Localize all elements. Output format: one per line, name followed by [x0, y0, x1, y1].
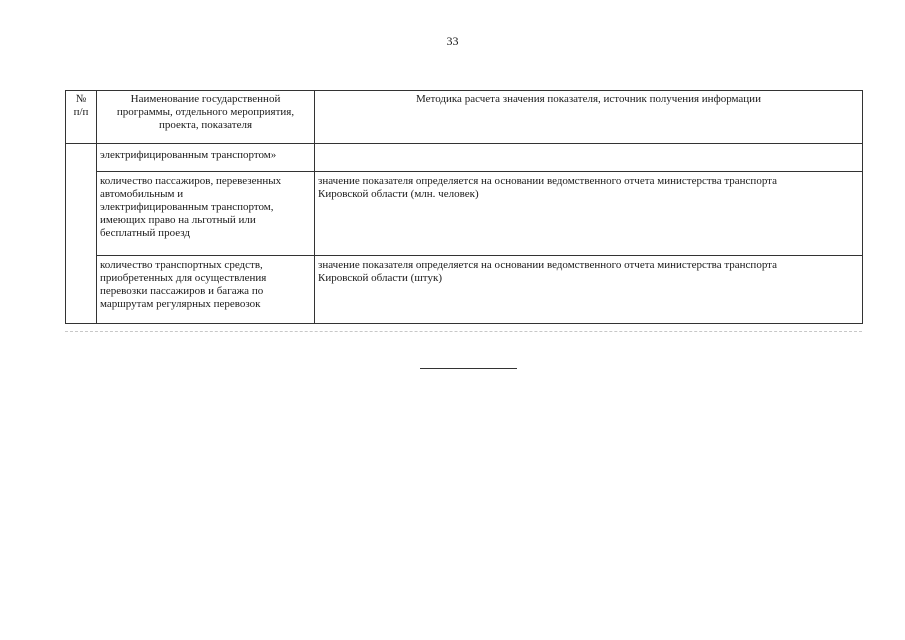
row-name-cell	[97, 144, 315, 172]
table-row	[66, 144, 863, 172]
row-method-line: значение показателя определяется на основании ведомственного отчета министерства транспорта	[318, 175, 777, 187]
row-name-line: количество транспортных средств,	[100, 259, 263, 271]
row-name-line: бесплатный проезд	[100, 227, 190, 239]
scan-artifact-line	[65, 331, 862, 332]
row-name-line: автомобильным и	[100, 188, 184, 200]
page-number: 33	[446, 34, 459, 48]
row-method-cell	[315, 172, 863, 256]
table-row	[66, 256, 863, 324]
table-header-row	[66, 91, 863, 144]
row-number-cell	[66, 144, 97, 324]
row-name-line: имеющих право на льготный или	[100, 214, 256, 226]
row-name-line: электрифицированным транспортом»	[100, 149, 277, 161]
row-method-cell	[315, 144, 863, 172]
header-name-line: проекта, показателя	[158, 119, 253, 131]
header-name-line: Наименование государственной	[130, 93, 281, 105]
row-name-line: маршрутам регулярных перевозок	[100, 298, 261, 310]
header-name-line: программы, отдельного мероприятия,	[116, 106, 295, 118]
table-row	[66, 172, 863, 256]
row-name-cell	[97, 172, 315, 256]
row-name-line: электрифицированным транспортом,	[100, 201, 274, 213]
header-number	[66, 91, 97, 144]
row-name-line: приобретенных для осуществления	[100, 272, 267, 284]
row-name-cell	[97, 256, 315, 324]
header-number-line: п/п	[73, 106, 89, 118]
row-method-line: Кировской области (штук)	[318, 272, 442, 284]
row-method-cell	[315, 256, 863, 324]
end-of-document-rule	[420, 368, 517, 369]
indicator-table	[65, 90, 863, 324]
row-name-line: количество пассажиров, перевезенных	[100, 175, 282, 187]
header-method: Методика расчета значения показателя, источник получения информации	[315, 91, 863, 144]
header-name	[97, 91, 315, 144]
row-method-line: значение показателя определяется на основании ведомственного отчета министерства транспорта	[318, 259, 777, 271]
header-number-line: №	[75, 93, 87, 105]
row-name-line: перевозки пассажиров и багажа по	[100, 285, 264, 297]
row-method-line: Кировской области (млн. человек)	[318, 188, 479, 200]
